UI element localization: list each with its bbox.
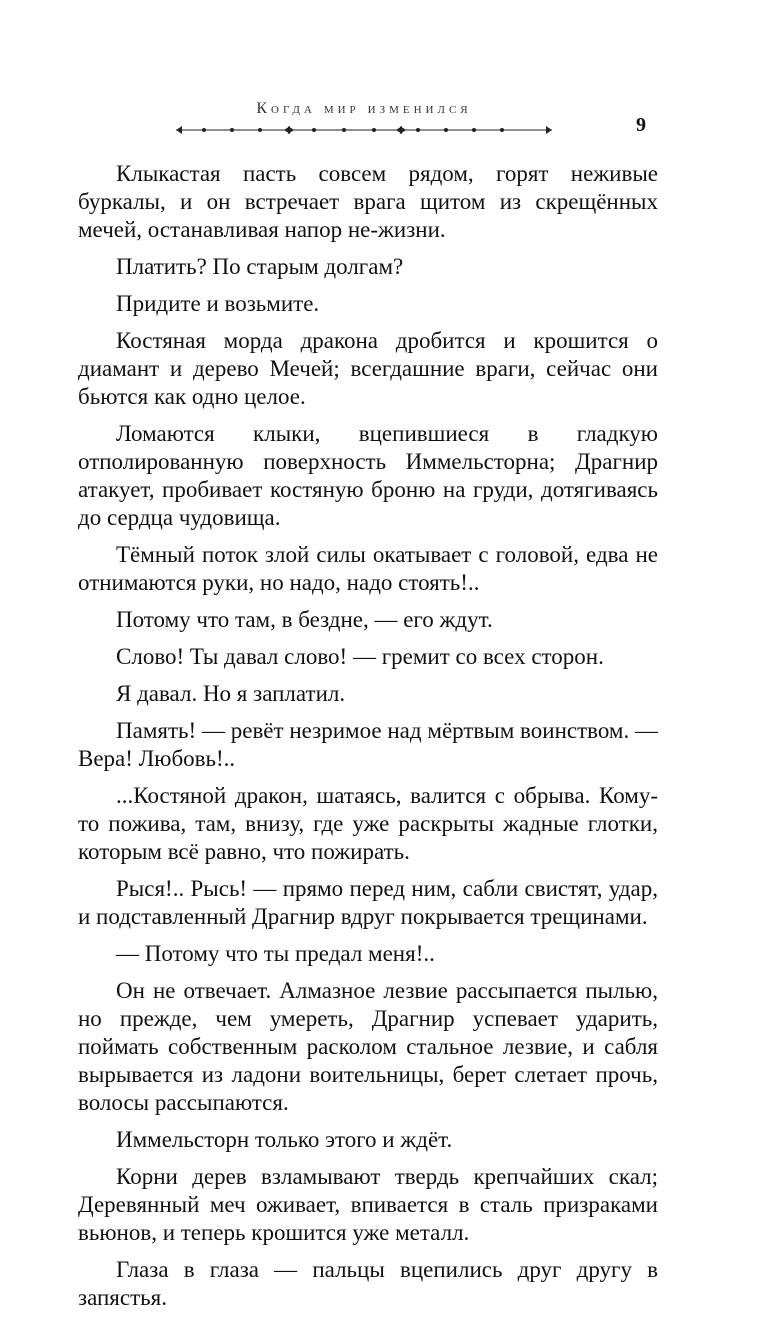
ornament-divider (174, 124, 554, 136)
running-title: Когда мир изменился (256, 100, 472, 117)
paragraph: Придите и возьмите. (116, 291, 320, 316)
paragraph: Клыкастая пасть совсем рядом, горят неживые буркалы, и он встречает врага щитом из скрещённых мечей, останавливая напор не-жизни. (78, 161, 658, 242)
paragraph: Тёмный поток злой силы окатывает с головой, едва не отнимаются руки, но надо, надо стоять!.. (78, 542, 658, 595)
paragraph: Платить? По старым долгам? (116, 254, 404, 279)
page-number: 9 (636, 114, 646, 136)
body-text (78, 160, 658, 1321)
paragraph: Слово! Ты давал слово! — гремит со всех сторон. (116, 644, 604, 669)
running-head (0, 100, 728, 136)
paragraph: Костяная морда дракона дробится и крошится о диамант и дерево Мечей; всегдашние враги, сейчас они бьются как одно целое. (78, 328, 658, 409)
paragraph: Потому что там, в бездне, — его ждут. (116, 607, 493, 632)
paragraph: Он не отвечает. Алмазное лезвие рассыпается пылью, но прежде, чем умереть, Драгнир успевает ударить, поймать собственным расколом стальное лезвие, и сабля вырывается из ладони воительницы, берет слетает прочь, волосы рассыпаются. (78, 978, 658, 1115)
paragraph: Я давал. Но я заплатил. (116, 681, 346, 706)
paragraph: Иммельсторн только этого и ждёт. (116, 1127, 453, 1152)
paragraph: Память! — ревёт незримое над мёртвым воинством. — Вера! Любовь!.. (78, 718, 658, 771)
paragraph: — Потому что ты предал меня!.. (116, 941, 435, 966)
paragraph: Ломаются клыки, вцепившиеся в гладкую отполированную поверхность Иммельсторна; Драгнир атакует, пробивает костяную броню на груди, дотягиваясь до сердца чудовища. (78, 421, 658, 530)
paragraph: Корни дерев взламывают твердь крепчайших скал; Деревянный меч оживает, впивается в сталь призраками вьюнов, и теперь крошится уже металл. (78, 1164, 658, 1245)
paragraph: Глаза в глаза — пальцы вцепились друг другу в запястья. (78, 1257, 658, 1310)
paragraph: Рыся!.. Рысь! — прямо перед ним, сабли свистят, удар, и подставленный Драгнир вдруг покрывается трещинами. (78, 876, 658, 929)
paragraph: ...Костяной дракон, шатаясь, валится с обрыва. Кому-то пожива, там, внизу, где уже раскрыты жадные глотки, которым всё равно, что пожирать. (78, 783, 658, 864)
